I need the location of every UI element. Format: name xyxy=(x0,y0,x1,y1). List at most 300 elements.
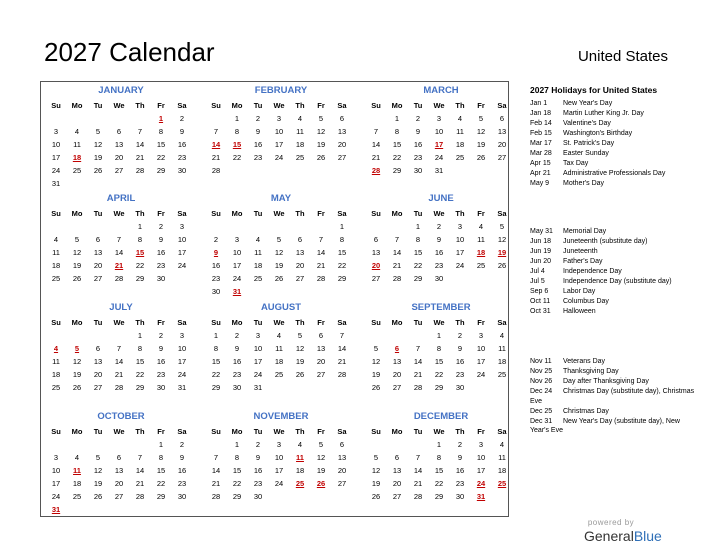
day-cell: 23 xyxy=(232,370,242,379)
day-cell: 19 xyxy=(316,140,326,149)
holiday-day-cell: 1 xyxy=(158,114,164,123)
day-cell: 30 xyxy=(232,383,242,392)
month-december xyxy=(366,408,521,516)
day-cell: 27 xyxy=(114,492,124,501)
weekday-label: Fr xyxy=(477,101,485,110)
day-cell: 17 xyxy=(476,466,486,475)
day-cell: 26 xyxy=(295,370,305,379)
weekday-label: Th xyxy=(295,318,305,327)
holiday-date: Jun 20 xyxy=(530,258,552,265)
day-cell: 14 xyxy=(211,466,221,475)
day-cell: 12 xyxy=(316,127,326,136)
holiday-day-cell: 25 xyxy=(497,479,507,488)
day-cell: 27 xyxy=(93,274,103,283)
day-cell: 22 xyxy=(232,479,242,488)
day-cell: 31 xyxy=(51,179,61,188)
day-cell: 4 xyxy=(297,440,303,449)
day-cell: 5 xyxy=(499,222,505,231)
month-june xyxy=(366,190,521,298)
day-cell: 15 xyxy=(392,140,402,149)
day-cell: 2 xyxy=(213,235,219,244)
weekday-label: Tu xyxy=(413,427,423,436)
day-cell: 16 xyxy=(413,140,423,149)
weekday-label: We xyxy=(433,427,445,436)
day-cell: 17 xyxy=(274,140,284,149)
holiday-name: Juneteenth xyxy=(563,248,598,255)
day-cell: 17 xyxy=(476,357,486,366)
holiday-list-item xyxy=(530,367,700,377)
day-cell: 16 xyxy=(455,466,465,475)
holiday-day-cell: 21 xyxy=(114,261,124,270)
day-cell: 10 xyxy=(177,235,187,244)
day-cell: 16 xyxy=(156,248,166,257)
holiday-day-cell: 4 xyxy=(53,344,59,353)
day-cell: 1 xyxy=(415,222,421,231)
day-cell: 25 xyxy=(455,153,465,162)
holiday-name: Day after Thanksgiving Day xyxy=(563,378,649,385)
day-cell: 15 xyxy=(413,248,423,257)
day-cell: 15 xyxy=(135,357,145,366)
day-cell: 26 xyxy=(371,492,381,501)
day-cell: 20 xyxy=(93,261,103,270)
day-cell: 14 xyxy=(316,248,326,257)
day-cell: 26 xyxy=(93,166,103,175)
day-cell: 2 xyxy=(436,222,442,231)
day-cell: 23 xyxy=(211,274,221,283)
day-cell: 24 xyxy=(177,370,187,379)
day-cell: 13 xyxy=(93,357,103,366)
day-cell: 6 xyxy=(95,235,101,244)
holiday-list-item xyxy=(530,417,700,436)
day-cell: 7 xyxy=(415,344,421,353)
day-cell: 9 xyxy=(255,127,261,136)
holiday-list-item xyxy=(530,179,700,189)
day-cell: 30 xyxy=(413,166,423,175)
weekday-label: Su xyxy=(211,427,221,436)
day-cell: 13 xyxy=(295,248,305,257)
day-cell: 26 xyxy=(72,383,82,392)
holiday-date: Jan 1 xyxy=(530,100,548,107)
day-cell: 6 xyxy=(116,127,122,136)
day-cell: 9 xyxy=(255,453,261,462)
day-cell: 18 xyxy=(253,261,263,270)
holiday-list-item xyxy=(530,149,700,159)
holiday-date: Jan 18 xyxy=(530,110,552,117)
weekday-label: Sa xyxy=(177,209,187,218)
day-cell: 10 xyxy=(232,248,242,257)
holiday-name: Halloween xyxy=(563,308,596,315)
day-cell: 8 xyxy=(158,453,164,462)
day-cell: 26 xyxy=(371,383,381,392)
day-cell: 1 xyxy=(158,440,164,449)
day-cell: 5 xyxy=(373,344,379,353)
day-cell: 7 xyxy=(415,453,421,462)
day-cell: 9 xyxy=(415,127,421,136)
day-cell: 24 xyxy=(232,274,242,283)
day-cell: 14 xyxy=(337,344,347,353)
weekday-label: Sa xyxy=(337,427,347,436)
holiday-day-cell: 31 xyxy=(51,505,61,514)
month-name: MAY xyxy=(270,193,292,204)
day-cell: 14 xyxy=(114,357,124,366)
day-cell: 19 xyxy=(274,261,284,270)
day-cell: 10 xyxy=(253,344,263,353)
day-cell: 24 xyxy=(274,479,284,488)
day-cell: 28 xyxy=(114,274,124,283)
weekday-label: Mo xyxy=(71,427,83,436)
holiday-name: Washington's Birthday xyxy=(563,130,633,137)
day-cell: 22 xyxy=(413,261,423,270)
holiday-day-cell: 6 xyxy=(394,344,400,353)
day-cell: 17 xyxy=(177,357,187,366)
day-cell: 17 xyxy=(51,153,61,162)
day-cell: 17 xyxy=(177,248,187,257)
day-cell: 27 xyxy=(316,370,326,379)
day-cell: 28 xyxy=(337,370,347,379)
day-cell: 29 xyxy=(232,492,242,501)
day-cell: 18 xyxy=(295,466,305,475)
day-cell: 12 xyxy=(93,140,103,149)
day-cell: 29 xyxy=(135,274,145,283)
month-name: DECEMBER xyxy=(413,411,469,422)
weekday-label: Th xyxy=(455,101,465,110)
holiday-day-cell: 18 xyxy=(476,248,486,257)
day-cell: 9 xyxy=(234,344,240,353)
weekday-label: We xyxy=(433,209,445,218)
day-cell: 15 xyxy=(434,466,444,475)
day-cell: 25 xyxy=(51,383,61,392)
day-cell: 19 xyxy=(72,370,82,379)
day-cell: 4 xyxy=(276,331,282,340)
holiday-date: Jul 4 xyxy=(530,268,545,275)
month-name: JANUARY xyxy=(98,85,144,96)
holiday-list-item xyxy=(530,297,700,307)
day-cell: 23 xyxy=(434,261,444,270)
day-cell: 7 xyxy=(116,344,122,353)
day-cell: 25 xyxy=(253,274,263,283)
day-cell: 13 xyxy=(93,248,103,257)
brand-name-part2: Blue xyxy=(633,528,662,544)
weekday-label: Tu xyxy=(93,101,103,110)
day-cell: 28 xyxy=(211,166,221,175)
holiday-name: Mother's Day xyxy=(563,180,605,187)
day-cell: 5 xyxy=(95,127,101,136)
day-cell: 2 xyxy=(255,114,261,123)
holiday-name: Christmas Day xyxy=(563,407,609,415)
holiday-day-cell: 11 xyxy=(296,453,304,462)
day-cell: 1 xyxy=(436,440,442,449)
day-cell: 28 xyxy=(392,274,402,283)
holiday-name: Martin Luther King Jr. Day xyxy=(563,110,644,117)
day-cell: 15 xyxy=(434,357,444,366)
holiday-list-item xyxy=(530,247,700,257)
day-cell: 12 xyxy=(316,453,326,462)
day-cell: 16 xyxy=(232,357,242,366)
day-cell: 6 xyxy=(373,235,379,244)
day-cell: 30 xyxy=(455,492,465,501)
day-cell: 12 xyxy=(371,466,381,475)
day-cell: 20 xyxy=(316,357,326,366)
month-may xyxy=(206,190,361,298)
holiday-name: Administrative Professionals Day xyxy=(563,170,666,177)
day-cell: 3 xyxy=(276,114,282,123)
weekday-label: Su xyxy=(211,101,221,110)
day-cell: 4 xyxy=(74,127,80,136)
weekday-label: Fr xyxy=(477,318,485,327)
holiday-name: Thanksgiving Day xyxy=(563,368,619,375)
day-cell: 2 xyxy=(158,222,164,231)
holiday-list-item xyxy=(530,377,700,387)
day-cell: 2 xyxy=(255,440,261,449)
day-cell: 29 xyxy=(434,383,444,392)
holiday-list-item xyxy=(530,159,700,169)
day-cell: 15 xyxy=(211,357,221,366)
day-cell: 12 xyxy=(72,248,82,257)
day-cell: 10 xyxy=(476,453,486,462)
weekday-label: Tu xyxy=(93,318,103,327)
weekday-label: We xyxy=(433,318,445,327)
day-cell: 3 xyxy=(53,453,59,462)
day-cell: 27 xyxy=(337,153,347,162)
day-cell: 25 xyxy=(497,370,507,379)
day-cell: 4 xyxy=(53,235,59,244)
weekday-label: Sa xyxy=(337,209,347,218)
day-cell: 18 xyxy=(497,466,507,475)
day-cell: 12 xyxy=(497,235,507,244)
day-cell: 27 xyxy=(392,492,402,501)
day-cell: 21 xyxy=(211,479,221,488)
holiday-name: Veterans Day xyxy=(563,358,606,365)
powered-by-text: powered by xyxy=(587,518,635,527)
day-cell: 5 xyxy=(95,453,101,462)
day-cell: 24 xyxy=(253,370,263,379)
day-cell: 11 xyxy=(52,357,60,366)
day-cell: 7 xyxy=(116,235,122,244)
day-cell: 10 xyxy=(177,344,187,353)
day-cell: 5 xyxy=(318,440,324,449)
day-cell: 15 xyxy=(337,248,347,257)
day-cell: 13 xyxy=(337,127,347,136)
page-title: 2027 Calendar xyxy=(44,37,215,67)
holiday-list-item xyxy=(530,287,700,297)
weekday-label: Tu xyxy=(413,318,423,327)
day-cell: 25 xyxy=(51,274,61,283)
holiday-day-cell: 31 xyxy=(232,287,242,296)
weekday-label: Mo xyxy=(391,101,403,110)
day-cell: 8 xyxy=(234,127,240,136)
holiday-date: Nov 26 xyxy=(530,378,553,385)
day-cell: 20 xyxy=(497,140,507,149)
holiday-date: Dec 31 xyxy=(530,417,553,425)
month-name: OCTOBER xyxy=(97,411,145,422)
day-cell: 6 xyxy=(95,344,101,353)
day-cell: 3 xyxy=(179,331,185,340)
weekday-label: Su xyxy=(211,318,221,327)
holiday-date: May 31 xyxy=(530,228,553,235)
day-cell: 7 xyxy=(318,235,324,244)
holiday-day-cell: 20 xyxy=(371,261,381,270)
weekday-label: We xyxy=(113,427,125,436)
day-cell: 22 xyxy=(232,153,242,162)
day-cell: 26 xyxy=(316,153,326,162)
day-cell: 25 xyxy=(274,370,284,379)
holiday-name: Labor Day xyxy=(563,288,596,295)
weekday-label: We xyxy=(433,101,445,110)
holiday-date: Mar 17 xyxy=(530,140,552,147)
holiday-day-cell: 19 xyxy=(497,248,507,257)
weekday-label: We xyxy=(113,209,125,218)
day-cell: 22 xyxy=(434,370,444,379)
day-cell: 30 xyxy=(211,287,221,296)
weekday-label: Sa xyxy=(497,318,507,327)
day-cell: 16 xyxy=(455,357,465,366)
day-cell: 27 xyxy=(392,383,402,392)
day-cell: 18 xyxy=(51,370,61,379)
holiday-day-cell: 5 xyxy=(74,344,80,353)
day-cell: 19 xyxy=(72,261,82,270)
day-cell: 23 xyxy=(455,370,465,379)
day-cell: 12 xyxy=(274,248,284,257)
day-cell: 2 xyxy=(179,440,185,449)
day-cell: 24 xyxy=(455,261,465,270)
day-cell: 27 xyxy=(114,166,124,175)
day-cell: 20 xyxy=(114,479,124,488)
holiday-list-item xyxy=(530,307,700,317)
day-cell: 19 xyxy=(295,357,305,366)
holiday-date: Mar 28 xyxy=(530,150,552,157)
day-cell: 9 xyxy=(457,344,463,353)
day-cell: 21 xyxy=(413,479,423,488)
weekday-label: We xyxy=(273,427,285,436)
holiday-list-item xyxy=(530,169,700,179)
day-cell: 8 xyxy=(158,127,164,136)
weekday-label: Tu xyxy=(253,427,263,436)
weekday-label: Th xyxy=(295,101,305,110)
day-cell: 9 xyxy=(179,127,185,136)
weekday-label: Tu xyxy=(413,209,423,218)
day-cell: 28 xyxy=(135,166,145,175)
day-cell: 15 xyxy=(156,466,166,475)
month-name: NOVEMBER xyxy=(253,411,309,422)
day-cell: 13 xyxy=(316,344,326,353)
day-cell: 21 xyxy=(371,153,381,162)
day-cell: 18 xyxy=(274,357,284,366)
day-cell: 14 xyxy=(135,140,145,149)
holiday-name: Juneteenth (substitute day) xyxy=(563,238,648,245)
weekday-label: Th xyxy=(455,318,465,327)
holiday-list-item xyxy=(530,257,700,267)
month-october xyxy=(46,408,201,516)
day-cell: 30 xyxy=(156,274,166,283)
day-cell: 21 xyxy=(392,261,402,270)
day-cell: 25 xyxy=(476,261,486,270)
day-cell: 10 xyxy=(434,127,444,136)
day-cell: 27 xyxy=(371,274,381,283)
day-cell: 12 xyxy=(371,357,381,366)
day-cell: 2 xyxy=(158,331,164,340)
holiday-date: Dec 24 xyxy=(530,388,553,395)
day-cell: 6 xyxy=(394,453,400,462)
day-cell: 23 xyxy=(156,370,166,379)
weekday-label: Fr xyxy=(157,427,165,436)
month-name: SEPTEMBER xyxy=(411,302,471,313)
day-cell: 29 xyxy=(156,166,166,175)
day-cell: 16 xyxy=(177,140,187,149)
day-cell: 18 xyxy=(455,140,465,149)
month-name: JUNE xyxy=(428,193,454,204)
day-cell: 1 xyxy=(213,331,219,340)
day-cell: 8 xyxy=(339,235,345,244)
holiday-list-item xyxy=(530,119,700,129)
holiday-day-cell: 26 xyxy=(316,479,326,488)
month-name: AUGUST xyxy=(260,302,302,313)
day-cell: 15 xyxy=(156,140,166,149)
day-cell: 19 xyxy=(93,479,103,488)
day-cell: 28 xyxy=(413,492,423,501)
day-cell: 19 xyxy=(371,479,381,488)
day-cell: 22 xyxy=(135,261,145,270)
day-cell: 22 xyxy=(156,153,166,162)
holiday-day-cell: 15 xyxy=(232,140,242,149)
day-cell: 23 xyxy=(156,261,166,270)
weekday-label: Mo xyxy=(231,427,243,436)
day-cell: 29 xyxy=(434,492,444,501)
day-cell: 20 xyxy=(93,370,103,379)
day-cell: 2 xyxy=(234,331,240,340)
day-cell: 20 xyxy=(337,466,347,475)
day-cell: 13 xyxy=(114,466,124,475)
day-cell: 14 xyxy=(114,248,124,257)
day-cell: 4 xyxy=(297,114,303,123)
holiday-date: Nov 11 xyxy=(530,358,552,365)
holiday-date: Jul 5 xyxy=(530,278,545,285)
day-cell: 29 xyxy=(211,383,221,392)
weekday-label: Su xyxy=(371,427,381,436)
month-april xyxy=(46,190,201,298)
holiday-day-cell: 14 xyxy=(211,140,221,149)
day-cell: 24 xyxy=(51,492,61,501)
brand-name-part1: General xyxy=(584,528,634,544)
weekday-label: We xyxy=(113,101,125,110)
weekday-label: Sa xyxy=(177,101,187,110)
month-august xyxy=(206,299,361,407)
day-cell: 27 xyxy=(497,153,507,162)
holiday-name: Columbus Day xyxy=(563,298,609,305)
day-cell: 18 xyxy=(497,357,507,366)
day-cell: 30 xyxy=(156,383,166,392)
day-cell: 24 xyxy=(274,153,284,162)
day-cell: 13 xyxy=(371,248,381,257)
day-cell: 10 xyxy=(274,453,284,462)
month-name: FEBRUARY xyxy=(254,85,308,96)
month-january xyxy=(46,82,201,190)
day-cell: 4 xyxy=(74,453,80,462)
day-cell: 16 xyxy=(177,466,187,475)
weekday-label: We xyxy=(273,318,285,327)
calendar-grid xyxy=(40,81,509,517)
weekday-label: Tu xyxy=(413,101,423,110)
holiday-day-cell: 31 xyxy=(476,492,486,501)
day-cell: 31 xyxy=(253,383,263,392)
weekday-label: Mo xyxy=(71,101,83,110)
day-cell: 8 xyxy=(436,453,442,462)
day-cell: 20 xyxy=(392,370,402,379)
day-cell: 3 xyxy=(255,331,261,340)
weekday-label: Mo xyxy=(231,209,243,218)
month-name: APRIL xyxy=(106,193,136,204)
holiday-day-cell: 25 xyxy=(295,479,305,488)
day-cell: 4 xyxy=(255,235,261,244)
